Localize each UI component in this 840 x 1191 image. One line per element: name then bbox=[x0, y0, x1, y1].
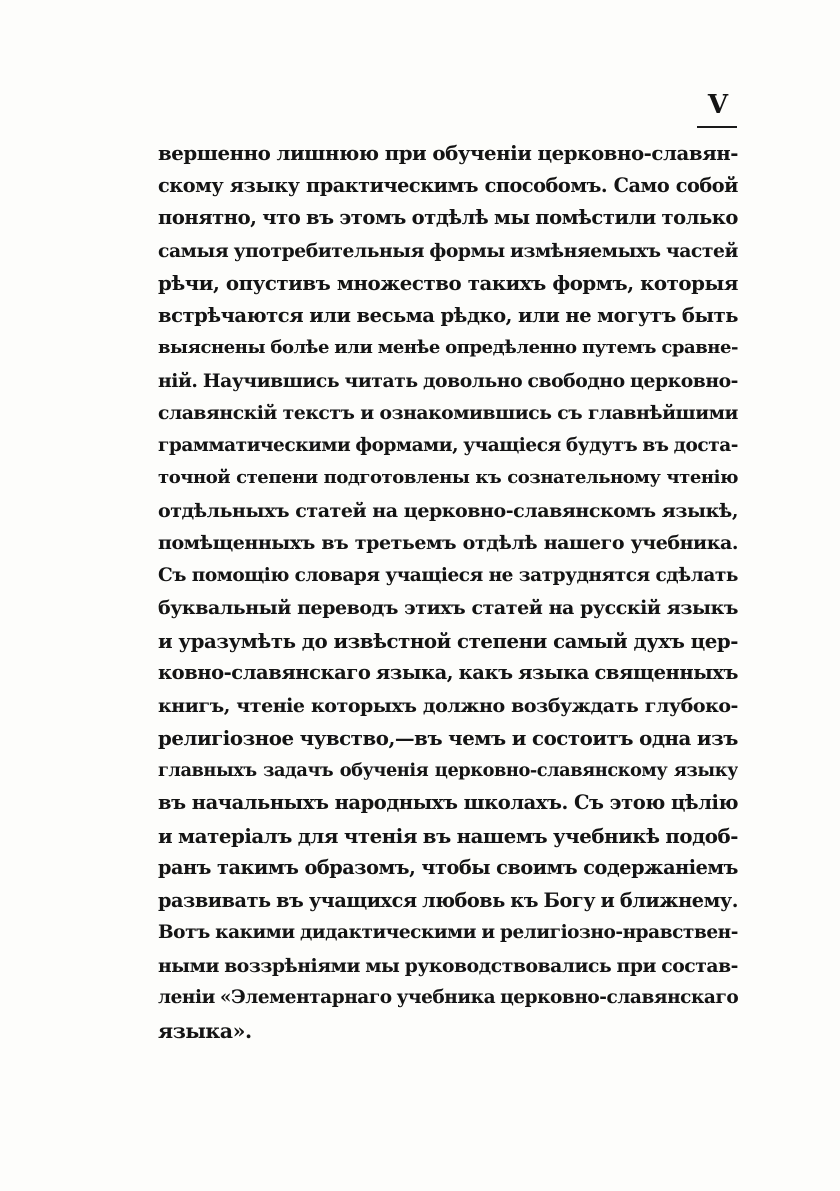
text-line: книгъ, чтеніе которыхъ должно возбуждать глубоко- bbox=[158, 694, 738, 717]
text-line: понятно, что въ этомъ отдѣлѣ мы помѣстили только bbox=[158, 206, 738, 229]
text-line: ковно-славянскаго языка, какъ языка священныхъ bbox=[158, 661, 738, 684]
text-line: религіозное чувство,—въ чемъ и состоитъ одна изъ bbox=[158, 726, 738, 750]
text-line: вершенно лишнюю при обученіи церковно-славян- bbox=[158, 141, 738, 165]
text-line: выяснены болѣе или менѣе опредѣленно путемъ сравне- bbox=[158, 337, 738, 358]
text-line: славянскій текстъ и ознакомившись съ главнѣйшими bbox=[158, 402, 738, 424]
text-line: скому языку практическимъ способомъ. Само собой bbox=[158, 173, 738, 197]
text-line: помѣщенныхъ въ третьемъ отдѣлѣ нашего учебника. bbox=[158, 532, 738, 554]
page-number: V bbox=[707, 90, 729, 120]
text-line: леніи «Элементарнаго учебника церковно-славянскаго bbox=[158, 987, 738, 1008]
text-line: ными воззрѣніями мы руководствовались при состав- bbox=[158, 954, 738, 977]
body-paragraph bbox=[158, 137, 738, 1047]
text-line: Съ помощію словаря учащіеся не затруднятся сдѣлать bbox=[158, 564, 738, 586]
text-line: грамматическими формами, учащіеся будутъ въ доста- bbox=[158, 434, 738, 456]
text-line: отдѣльныхъ статей на церковно-славянскомъ языкѣ, bbox=[158, 499, 738, 522]
text-line: главныхъ задачъ обученія церковно-славянскому языку bbox=[158, 759, 738, 781]
text-line: и уразумѣть до извѣстной степени самый духъ цер- bbox=[158, 628, 738, 653]
text-line: ній. Научившись читать довольно свободно церковно- bbox=[158, 369, 738, 392]
text-line: рѣчи, опустивъ множество такихъ формъ, которыя bbox=[158, 271, 738, 295]
text-line: развивать въ учащихся любовь къ Богу и ближнему. bbox=[158, 888, 738, 912]
text-line: и матеріалъ для чтенія въ нашемъ учебникѣ подоб- bbox=[158, 823, 738, 848]
text-line: Вотъ какими дидактическими и религіозно-нравствен- bbox=[158, 922, 738, 943]
text-line: ранъ такимъ образомъ, чтобы своимъ содержаніемъ bbox=[158, 856, 738, 879]
header-rule bbox=[697, 126, 737, 128]
text-line: языка». bbox=[158, 1018, 252, 1043]
text-line: буквальный переводъ этихъ статей на русскій языкъ bbox=[158, 597, 738, 619]
text-line: въ начальныхъ народныхъ школахъ. Съ этою цѣлію bbox=[158, 791, 738, 814]
text-line: самыя употребительныя формы измѣняемыхъ частей bbox=[158, 239, 738, 262]
text-line: точной степени подготовлены къ сознательному чтенію bbox=[158, 467, 738, 488]
text-line: встрѣчаются или весьма рѣдко, или не могутъ быть bbox=[158, 303, 738, 327]
